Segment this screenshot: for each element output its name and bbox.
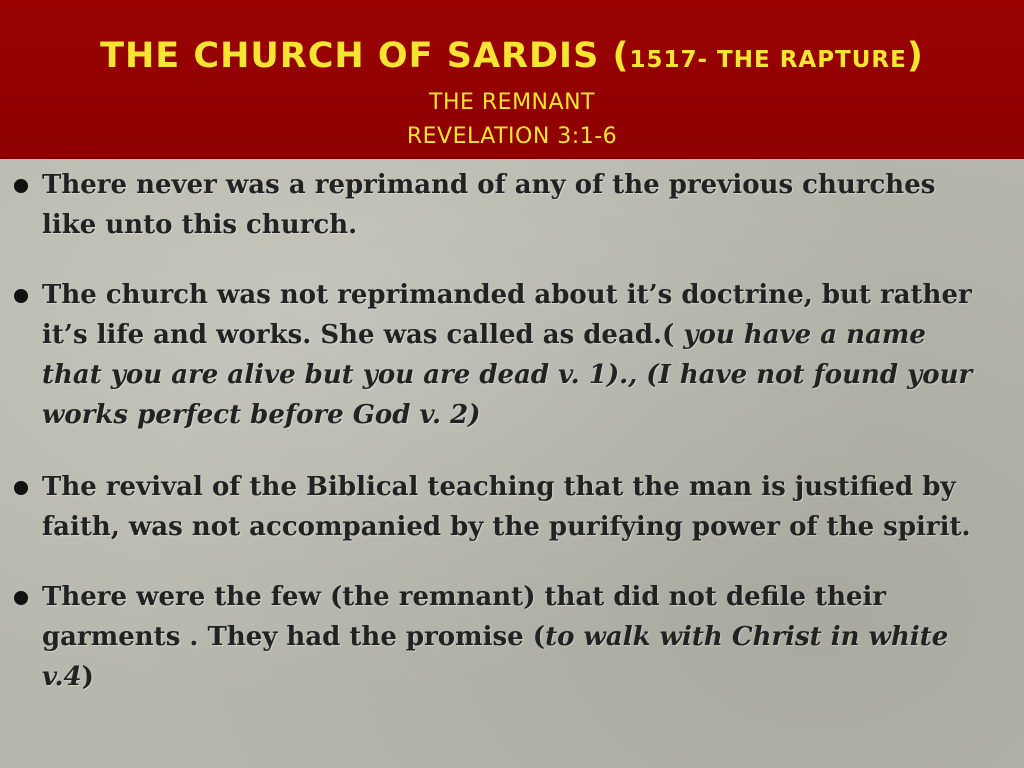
bullet-text-main: There were the few (the remnant) that did not defile their garments . They had the promise ( — [42, 582, 887, 652]
bullet-item-4 — [14, 577, 994, 697]
slide-header — [0, 0, 1024, 159]
bullet-text: The revival of the Biblical teaching that the man is justified by faith, was not accompanied by the purifying power of the spirit. — [42, 472, 971, 542]
bullet-scripture-quote: you have a name that you are alive but you are dead v. 1)., (I have not found your works perfect before God v. 2) — [42, 320, 973, 430]
bullet-scripture-quote: to walk with Christ in white v.4 — [42, 622, 949, 692]
title-main: THE CHURCH OF SARDIS ( — [100, 36, 630, 76]
slide-title — [0, 36, 1024, 80]
bullet-text: There never was a reprimand of any of the previous churches like unto this church. — [42, 170, 936, 240]
title-date-range: 1517- THE RAPTURE — [629, 47, 907, 73]
bullet-text-main: The church was not reprimanded about it’s doctrine, but rather it’s life and works. She was called as dead.( — [42, 280, 972, 350]
bullet-close-paren: ) — [81, 662, 94, 692]
bullet-item-1 — [14, 165, 994, 245]
title-close-paren: ) — [906, 36, 924, 76]
subtitle-remnant: THE REMNANT — [429, 90, 595, 115]
bullet-dot-icon — [14, 481, 28, 495]
bullet-text — [14, 577, 994, 697]
bullet-item-2 — [14, 275, 994, 435]
bullet-dot-icon — [14, 591, 28, 605]
bullet-item-3 — [14, 467, 994, 547]
bullet-dot-icon — [14, 289, 28, 303]
subtitle-scripture-reference: REVELATION 3:1-6 — [406, 124, 618, 149]
bullet-text — [14, 275, 994, 435]
bullet-dot-icon — [14, 179, 28, 193]
slide-body — [0, 159, 1024, 768]
